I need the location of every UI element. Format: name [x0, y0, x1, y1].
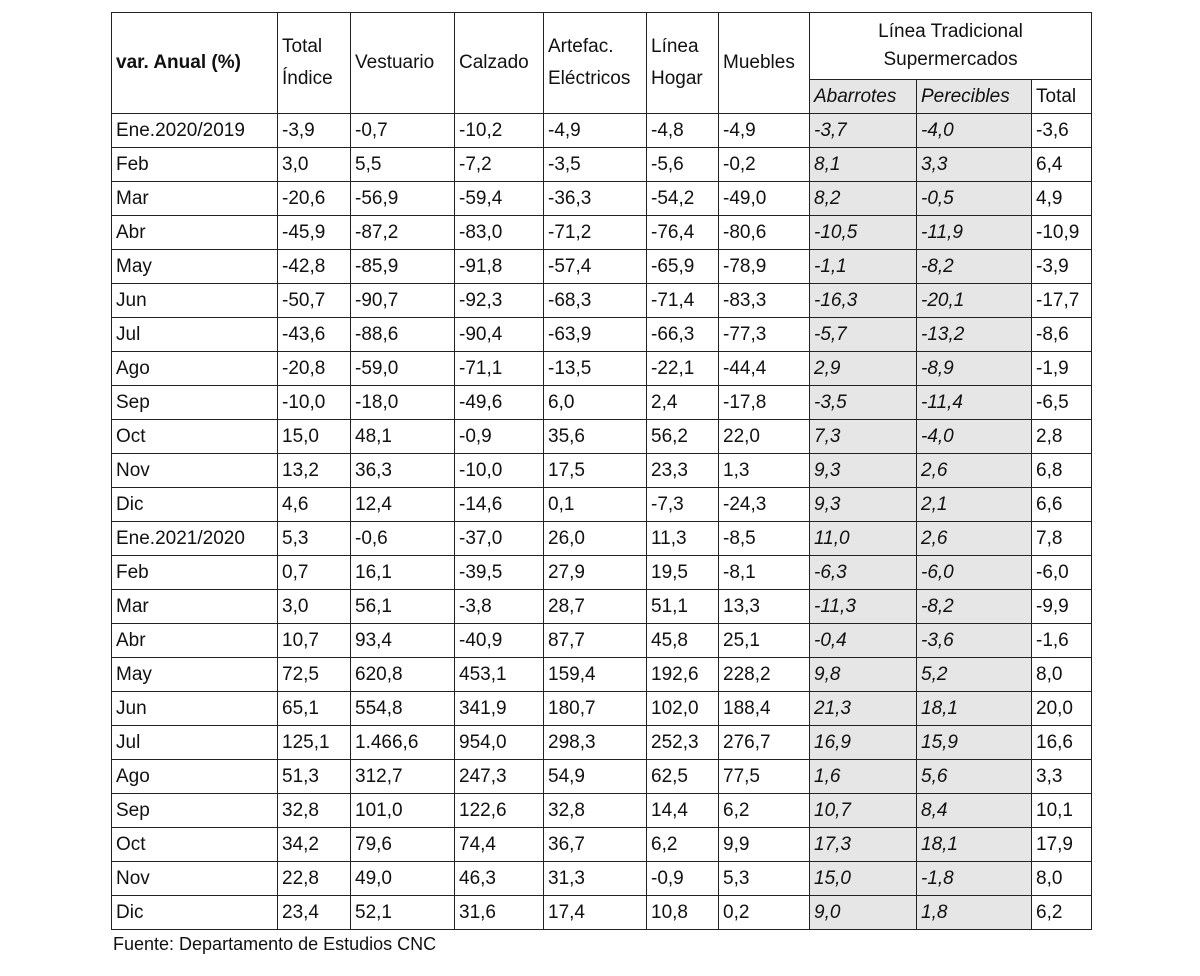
cell-calzado: 74,4	[455, 828, 544, 862]
cell-total-indice: 65,1	[278, 692, 351, 726]
cell-abarrotes: 2,9	[810, 352, 917, 386]
cell-muebles: 22,0	[719, 420, 810, 454]
cell-total-indice: -42,8	[278, 250, 351, 284]
cell-calzado: 31,6	[455, 896, 544, 930]
cell-total-indice: 23,4	[278, 896, 351, 930]
cell-abarrotes: 8,1	[810, 148, 917, 182]
cell-calzado: 122,6	[455, 794, 544, 828]
cell-perecibles: 2,1	[917, 488, 1032, 522]
header-artefac-line1: Artefac.	[548, 36, 614, 57]
cell-linea-hogar: 11,3	[647, 522, 719, 556]
cell-muebles: -77,3	[719, 318, 810, 352]
cell-artefac: 36,7	[544, 828, 647, 862]
cell-muebles: 25,1	[719, 624, 810, 658]
cell-perecibles: 8,4	[917, 794, 1032, 828]
cell-vestuario: 36,3	[351, 454, 455, 488]
cell-vestuario: 48,1	[351, 420, 455, 454]
cell-vestuario: 79,6	[351, 828, 455, 862]
cell-abarrotes: 7,3	[810, 420, 917, 454]
cell-linea-hogar: 51,1	[647, 590, 719, 624]
cell-vestuario: 1.466,6	[351, 726, 455, 760]
cell-vestuario: -0,6	[351, 522, 455, 556]
cell-calzado: -7,2	[455, 148, 544, 182]
cell-vestuario: -18,0	[351, 386, 455, 420]
cell-linea-hogar: 62,5	[647, 760, 719, 794]
cell-muebles: -0,2	[719, 148, 810, 182]
cell-linea-hogar: 19,5	[647, 556, 719, 590]
cell-artefac: 27,9	[544, 556, 647, 590]
cell-vestuario: 49,0	[351, 862, 455, 896]
cell-total: 6,6	[1032, 488, 1092, 522]
table-row	[112, 794, 1092, 828]
table-row	[112, 488, 1092, 522]
row-label: Feb	[112, 556, 278, 590]
header-linea-hogar	[647, 13, 719, 114]
cell-artefac: 35,6	[544, 420, 647, 454]
cell-artefac: 87,7	[544, 624, 647, 658]
header-group-supermercados	[810, 13, 1092, 80]
cell-total-indice: 51,3	[278, 760, 351, 794]
cell-linea-hogar: -7,3	[647, 488, 719, 522]
cell-perecibles: -8,2	[917, 250, 1032, 284]
cell-calzado: -0,9	[455, 420, 544, 454]
row-label: Mar	[112, 590, 278, 624]
cell-artefac: -57,4	[544, 250, 647, 284]
cell-vestuario: 56,1	[351, 590, 455, 624]
cell-abarrotes: 8,2	[810, 182, 917, 216]
cell-calzado: -71,1	[455, 352, 544, 386]
cell-abarrotes: -6,3	[810, 556, 917, 590]
cell-total-indice: 5,3	[278, 522, 351, 556]
cell-total: -6,5	[1032, 386, 1092, 420]
cell-calzado: -90,4	[455, 318, 544, 352]
cell-abarrotes: 11,0	[810, 522, 917, 556]
cell-vestuario: 312,7	[351, 760, 455, 794]
cell-muebles: 9,9	[719, 828, 810, 862]
cell-abarrotes: 15,0	[810, 862, 917, 896]
table-row	[112, 692, 1092, 726]
cell-total-indice: -45,9	[278, 216, 351, 250]
table-row	[112, 318, 1092, 352]
cell-perecibles: -4,0	[917, 420, 1032, 454]
cell-calzado: -37,0	[455, 522, 544, 556]
header-abarrotes: Abarrotes	[810, 80, 917, 114]
header-artefac	[544, 13, 647, 114]
cell-perecibles: -4,0	[917, 114, 1032, 148]
cell-abarrotes: -3,5	[810, 386, 917, 420]
cell-total-indice: 4,6	[278, 488, 351, 522]
table-row	[112, 726, 1092, 760]
header-total-indice-line2: Índice	[282, 68, 333, 89]
cell-linea-hogar: 6,2	[647, 828, 719, 862]
cell-total: -1,9	[1032, 352, 1092, 386]
cell-abarrotes: 10,7	[810, 794, 917, 828]
row-label: Oct	[112, 828, 278, 862]
cell-vestuario: 12,4	[351, 488, 455, 522]
row-label: May	[112, 658, 278, 692]
cell-artefac: 159,4	[544, 658, 647, 692]
cell-artefac: 31,3	[544, 862, 647, 896]
cell-muebles: -78,9	[719, 250, 810, 284]
cell-linea-hogar: 56,2	[647, 420, 719, 454]
cell-total: -9,9	[1032, 590, 1092, 624]
cell-muebles: 228,2	[719, 658, 810, 692]
cell-perecibles: -1,8	[917, 862, 1032, 896]
header-muebles: Muebles	[719, 13, 810, 114]
cell-abarrotes: -10,5	[810, 216, 917, 250]
cell-perecibles: 18,1	[917, 692, 1032, 726]
cell-linea-hogar: -4,8	[647, 114, 719, 148]
cell-linea-hogar: 10,8	[647, 896, 719, 930]
cell-linea-hogar: 45,8	[647, 624, 719, 658]
cell-abarrotes: -5,7	[810, 318, 917, 352]
row-label: Oct	[112, 420, 278, 454]
cell-perecibles: 18,1	[917, 828, 1032, 862]
annual-variation-table	[111, 12, 1092, 930]
report-table-container	[111, 12, 1091, 955]
cell-total-indice: 32,8	[278, 794, 351, 828]
table-row	[112, 454, 1092, 488]
cell-calzado: -10,0	[455, 454, 544, 488]
cell-linea-hogar: -71,4	[647, 284, 719, 318]
table-row	[112, 658, 1092, 692]
cell-muebles: -8,5	[719, 522, 810, 556]
cell-muebles: -83,3	[719, 284, 810, 318]
cell-total-indice: 3,0	[278, 148, 351, 182]
cell-total-indice: 125,1	[278, 726, 351, 760]
header-total-indice	[278, 13, 351, 114]
cell-calzado: 247,3	[455, 760, 544, 794]
cell-artefac: 17,4	[544, 896, 647, 930]
cell-linea-hogar: -76,4	[647, 216, 719, 250]
cell-abarrotes: -1,1	[810, 250, 917, 284]
header-vestuario: Vestuario	[351, 13, 455, 114]
table-body	[112, 114, 1092, 930]
cell-total: -17,7	[1032, 284, 1092, 318]
cell-calzado: -14,6	[455, 488, 544, 522]
cell-vestuario: -0,7	[351, 114, 455, 148]
header-linea-hogar-line1: Línea	[651, 36, 699, 57]
cell-calzado: -83,0	[455, 216, 544, 250]
row-label: Jun	[112, 692, 278, 726]
cell-perecibles: -3,6	[917, 624, 1032, 658]
table-row	[112, 114, 1092, 148]
source-note: Fuente: Departamento de Estudios CNC	[113, 934, 437, 954]
table-row	[112, 760, 1092, 794]
cell-muebles: 13,3	[719, 590, 810, 624]
cell-perecibles: -20,1	[917, 284, 1032, 318]
row-label: Jul	[112, 726, 278, 760]
cell-vestuario: 5,5	[351, 148, 455, 182]
cell-total-indice: 10,7	[278, 624, 351, 658]
cell-muebles: 276,7	[719, 726, 810, 760]
row-label: Ago	[112, 352, 278, 386]
cell-total: 7,8	[1032, 522, 1092, 556]
table-row	[112, 624, 1092, 658]
cell-linea-hogar: -5,6	[647, 148, 719, 182]
cell-muebles: -4,9	[719, 114, 810, 148]
cell-total-indice: -10,0	[278, 386, 351, 420]
cell-total: 10,1	[1032, 794, 1092, 828]
table-row	[112, 250, 1092, 284]
cell-muebles: -44,4	[719, 352, 810, 386]
cell-total: 20,0	[1032, 692, 1092, 726]
cell-perecibles: 15,9	[917, 726, 1032, 760]
row-label: Dic	[112, 488, 278, 522]
cell-linea-hogar: 14,4	[647, 794, 719, 828]
cell-perecibles: 2,6	[917, 522, 1032, 556]
row-label: Ene.2021/2020	[112, 522, 278, 556]
cell-abarrotes: 1,6	[810, 760, 917, 794]
cell-total: 6,4	[1032, 148, 1092, 182]
cell-calzado: 954,0	[455, 726, 544, 760]
cell-linea-hogar: 192,6	[647, 658, 719, 692]
row-label: Nov	[112, 862, 278, 896]
cell-linea-hogar: 252,3	[647, 726, 719, 760]
cell-calzado: -59,4	[455, 182, 544, 216]
cell-artefac: 0,1	[544, 488, 647, 522]
cell-vestuario: -88,6	[351, 318, 455, 352]
cell-calzado: -40,9	[455, 624, 544, 658]
cell-muebles: 77,5	[719, 760, 810, 794]
cell-muebles: -49,0	[719, 182, 810, 216]
cell-calzado: 46,3	[455, 862, 544, 896]
cell-artefac: -36,3	[544, 182, 647, 216]
table-row	[112, 386, 1092, 420]
cell-linea-hogar: -54,2	[647, 182, 719, 216]
row-label: Abr	[112, 624, 278, 658]
header-artefac-line2: Eléctricos	[548, 68, 631, 89]
cell-total-indice: 0,7	[278, 556, 351, 590]
row-label: Dic	[112, 896, 278, 930]
cell-abarrotes: -0,4	[810, 624, 917, 658]
cell-vestuario: -56,9	[351, 182, 455, 216]
cell-perecibles: 2,6	[917, 454, 1032, 488]
cell-perecibles: 5,2	[917, 658, 1032, 692]
row-label: Ago	[112, 760, 278, 794]
cell-total: -1,6	[1032, 624, 1092, 658]
cell-artefac: -3,5	[544, 148, 647, 182]
table-row	[112, 216, 1092, 250]
cell-vestuario: 554,8	[351, 692, 455, 726]
row-label: Jun	[112, 284, 278, 318]
cell-calzado: -92,3	[455, 284, 544, 318]
cell-abarrotes: -16,3	[810, 284, 917, 318]
header-total-indice-line1: Total	[282, 36, 323, 57]
cell-muebles: -24,3	[719, 488, 810, 522]
cell-total-indice: 15,0	[278, 420, 351, 454]
cell-total-indice: -50,7	[278, 284, 351, 318]
cell-artefac: 32,8	[544, 794, 647, 828]
cell-vestuario: -59,0	[351, 352, 455, 386]
table-row	[112, 284, 1092, 318]
cell-artefac: -63,9	[544, 318, 647, 352]
header-perecibles: Perecibles	[917, 80, 1032, 114]
header-group-line1: Línea Tradicional	[878, 21, 1023, 42]
cell-perecibles: -11,4	[917, 386, 1032, 420]
cell-muebles: 5,3	[719, 862, 810, 896]
cell-calzado: 341,9	[455, 692, 544, 726]
cell-linea-hogar: -0,9	[647, 862, 719, 896]
cell-total: 8,0	[1032, 862, 1092, 896]
cell-abarrotes: 9,3	[810, 488, 917, 522]
cell-abarrotes: 9,8	[810, 658, 917, 692]
cell-abarrotes: -11,3	[810, 590, 917, 624]
row-label: Feb	[112, 148, 278, 182]
cell-artefac: -4,9	[544, 114, 647, 148]
header-group-line2: Supermercados	[883, 49, 1018, 70]
cell-vestuario: 16,1	[351, 556, 455, 590]
header-calzado: Calzado	[455, 13, 544, 114]
cell-artefac: 6,0	[544, 386, 647, 420]
cell-total: -8,6	[1032, 318, 1092, 352]
cell-muebles: 188,4	[719, 692, 810, 726]
row-label: Mar	[112, 182, 278, 216]
cell-total: 4,9	[1032, 182, 1092, 216]
cell-muebles: 6,2	[719, 794, 810, 828]
cell-perecibles: -8,2	[917, 590, 1032, 624]
cell-total-indice: 3,0	[278, 590, 351, 624]
cell-total: 17,9	[1032, 828, 1092, 862]
table-row	[112, 420, 1092, 454]
cell-muebles: 1,3	[719, 454, 810, 488]
row-label: Abr	[112, 216, 278, 250]
cell-abarrotes: 16,9	[810, 726, 917, 760]
cell-perecibles: 5,6	[917, 760, 1032, 794]
cell-artefac: -71,2	[544, 216, 647, 250]
cell-total: 8,0	[1032, 658, 1092, 692]
row-label: Sep	[112, 794, 278, 828]
cell-abarrotes: 17,3	[810, 828, 917, 862]
cell-calzado: -3,8	[455, 590, 544, 624]
table-row	[112, 352, 1092, 386]
cell-perecibles: 1,8	[917, 896, 1032, 930]
cell-artefac: 28,7	[544, 590, 647, 624]
corner-header: var. Anual (%)	[112, 13, 278, 114]
cell-abarrotes: 9,0	[810, 896, 917, 930]
cell-calzado: 453,1	[455, 658, 544, 692]
cell-total: 3,3	[1032, 760, 1092, 794]
cell-calzado: -39,5	[455, 556, 544, 590]
cell-artefac: 54,9	[544, 760, 647, 794]
cell-linea-hogar: 23,3	[647, 454, 719, 488]
cell-total-indice: 22,8	[278, 862, 351, 896]
cell-perecibles: -13,2	[917, 318, 1032, 352]
header-linea-hogar-line2: Hogar	[651, 68, 703, 89]
cell-vestuario: 620,8	[351, 658, 455, 692]
cell-perecibles: 3,3	[917, 148, 1032, 182]
cell-abarrotes: -3,7	[810, 114, 917, 148]
cell-muebles: -8,1	[719, 556, 810, 590]
cell-total: 6,2	[1032, 896, 1092, 930]
table-row	[112, 522, 1092, 556]
cell-artefac: 298,3	[544, 726, 647, 760]
cell-linea-hogar: -66,3	[647, 318, 719, 352]
cell-total-indice: -20,8	[278, 352, 351, 386]
cell-linea-hogar: 2,4	[647, 386, 719, 420]
table-row	[112, 828, 1092, 862]
cell-perecibles: -11,9	[917, 216, 1032, 250]
cell-total: -3,6	[1032, 114, 1092, 148]
table-row	[112, 182, 1092, 216]
cell-vestuario: 52,1	[351, 896, 455, 930]
table-row	[112, 590, 1092, 624]
cell-linea-hogar: -65,9	[647, 250, 719, 284]
cell-abarrotes: 9,3	[810, 454, 917, 488]
cell-artefac: -13,5	[544, 352, 647, 386]
cell-perecibles: -0,5	[917, 182, 1032, 216]
cell-total: 6,8	[1032, 454, 1092, 488]
cell-total: -10,9	[1032, 216, 1092, 250]
cell-total: -6,0	[1032, 556, 1092, 590]
cell-muebles: 0,2	[719, 896, 810, 930]
cell-calzado: -91,8	[455, 250, 544, 284]
cell-vestuario: -85,9	[351, 250, 455, 284]
table-row	[112, 896, 1092, 930]
row-label: Jul	[112, 318, 278, 352]
cell-total-indice: 72,5	[278, 658, 351, 692]
cell-total: -3,9	[1032, 250, 1092, 284]
cell-linea-hogar: 102,0	[647, 692, 719, 726]
cell-muebles: -17,8	[719, 386, 810, 420]
row-label: May	[112, 250, 278, 284]
cell-total-indice: -20,6	[278, 182, 351, 216]
cell-calzado: -10,2	[455, 114, 544, 148]
row-label: Ene.2020/2019	[112, 114, 278, 148]
table-row	[112, 148, 1092, 182]
cell-perecibles: -6,0	[917, 556, 1032, 590]
cell-total: 16,6	[1032, 726, 1092, 760]
cell-vestuario: -87,2	[351, 216, 455, 250]
cell-perecibles: -8,9	[917, 352, 1032, 386]
header-total: Total	[1032, 80, 1092, 114]
cell-muebles: -80,6	[719, 216, 810, 250]
cell-vestuario: -90,7	[351, 284, 455, 318]
cell-total-indice: 13,2	[278, 454, 351, 488]
row-label: Sep	[112, 386, 278, 420]
cell-calzado: -49,6	[455, 386, 544, 420]
cell-total-indice: -3,9	[278, 114, 351, 148]
cell-total-indice: -43,6	[278, 318, 351, 352]
cell-artefac: -68,3	[544, 284, 647, 318]
cell-total: 2,8	[1032, 420, 1092, 454]
cell-artefac: 180,7	[544, 692, 647, 726]
cell-vestuario: 101,0	[351, 794, 455, 828]
table-row	[112, 556, 1092, 590]
cell-vestuario: 93,4	[351, 624, 455, 658]
cell-abarrotes: 21,3	[810, 692, 917, 726]
cell-artefac: 17,5	[544, 454, 647, 488]
cell-total-indice: 34,2	[278, 828, 351, 862]
row-label: Nov	[112, 454, 278, 488]
table-row	[112, 862, 1092, 896]
cell-artefac: 26,0	[544, 522, 647, 556]
cell-linea-hogar: -22,1	[647, 352, 719, 386]
